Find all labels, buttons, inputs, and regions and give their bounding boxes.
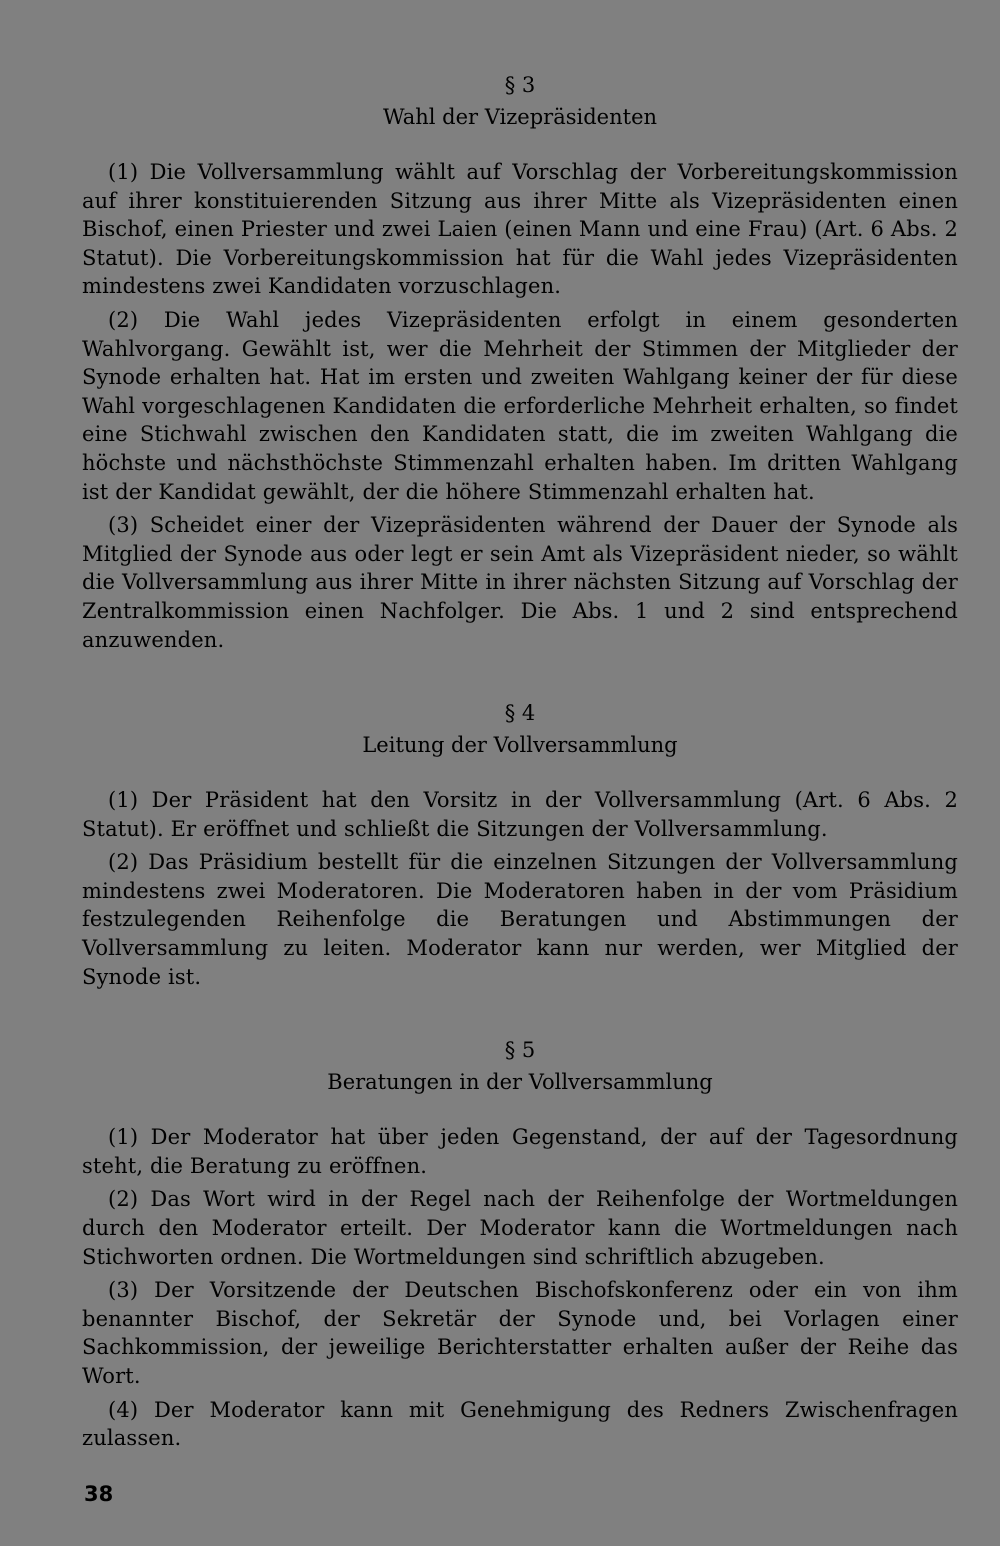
section-5 bbox=[82, 1035, 958, 1453]
section-number: § 3 bbox=[504, 73, 536, 97]
section-heading: Leitung der Vollversammlung bbox=[362, 733, 678, 758]
section-number: § 5 bbox=[504, 1038, 536, 1063]
paragraph: (1) Die Vollversammlung wählt auf Vorschlag der Vorbereitungskommission auf ihrer konstituierenden Sitzung aus ihrer Mitte als Vizepräsidenten einen Bischof, einen Priester und zwei Laien (einen Mann und eine Frau) (Art. 6 Abs. 2 Statut). Die Vorbereitungskommission hat für die Wahl jedes Vizepräsidenten mindestens zwei Kandidaten vorzuschlagen. bbox=[82, 160, 958, 299]
paragraph: (4) Der Moderator kann mit Genehmigung des Redners Zwischenfragen zulassen. bbox=[82, 1397, 958, 1451]
paragraph: (1) Der Moderator hat über jeden Gegenstand, der auf der Tagesordnung steht, die Beratung zu eröffnen. bbox=[82, 1125, 958, 1178]
paragraph: (3) Scheidet einer der Vizepräsidenten während der Dauer der Synode als Mitglied der Synode aus oder legt er sein Amt als Vizepräsident nieder, so wählt die Vollversammlung aus ihrer Mitte in ihrer nächsten Sitzung auf Vorschlag der Zentralkommission einen Nachfolger. Die Abs. 1 und 2 sind entsprechend anzuwenden. bbox=[82, 513, 958, 652]
section-number: § 4 bbox=[504, 701, 536, 726]
section-heading: Wahl der Vizepräsidenten bbox=[382, 105, 658, 129]
paragraph: (1) Der Präsident hat den Vorsitz in der Vollversammlung (Art. 6 Abs. 2 Statut). Er eröffnet und schließt die Sitzungen der Vollversammlung. bbox=[82, 788, 958, 841]
paragraph: (3) Der Vorsitzende der Deutschen Bischofskonferenz oder ein von ihm benannter Bischof, der Sekretär der Synode und, bei Vorlagen einer Sachkommission, der jeweilige Berichterstatter erhalten außer der Reihe das Wort. bbox=[82, 1278, 958, 1388]
paragraph: (2) Das Präsidium bestellt für die einzelnen Sitzungen der Vollversammlung mindestens zwei Moderatoren. Die Moderatoren haben in der vom Präsidium festzulegenden Reihenfolge die Beratungen und Abstimmungen der Vollversammlung zu leiten. Moderator kann nur werden, wer Mitglied der Synode ist. bbox=[82, 850, 958, 989]
paragraph: (2) Die Wahl jedes Vizepräsidenten erfolgt in einem gesonderten Wahlvorgang. Gewählt ist, wer die Mehrheit der Stimmen der Mitglieder der Synode erhalten hat. Hat im ersten und zweiten Wahlgang keiner der für diese Wahl vorgeschlagenen Kandidaten die erforderliche Mehrheit erhalten, so findet eine Stichwahl zwischen den Kandidaten statt, die im zweiten Wahlgang die höchste und nächsthöchste Stimmenzahl erhalten haben. Im dritten Wahlgang ist der Kandidat gewählt, der die höhere Stimmenzahl erhalten hat. bbox=[82, 307, 958, 504]
document-page bbox=[82, 70, 958, 1497]
page-number: 38 bbox=[84, 1482, 114, 1506]
section-heading: Beratungen in der Vollversammlung bbox=[327, 1070, 713, 1095]
section-3 bbox=[82, 70, 958, 654]
paragraph: (2) Das Wort wird in der Regel nach der Reihenfolge der Wortmeldungen durch den Moderator erteilt. Der Moderator kann die Wortmeldungen nach Stichworten ordnen. Die Wortmeldungen sind schriftlich abzugeben. bbox=[82, 1187, 958, 1269]
section-4 bbox=[82, 698, 958, 991]
